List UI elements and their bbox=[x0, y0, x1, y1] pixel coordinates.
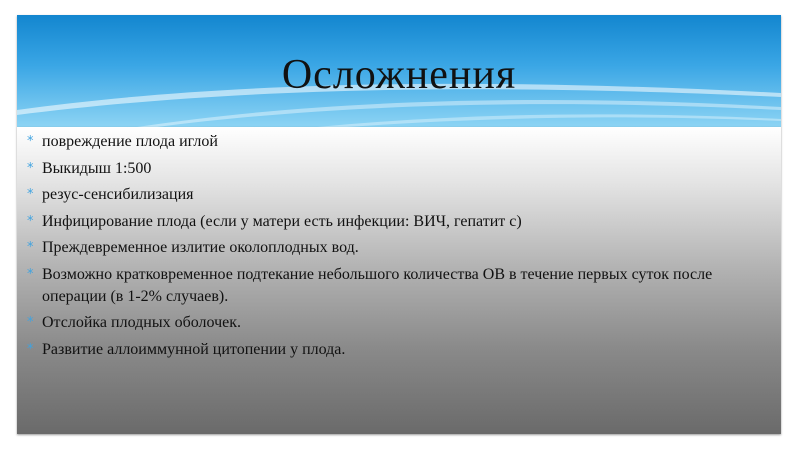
asterisk-icon: * bbox=[27, 160, 34, 176]
asterisk-icon: * bbox=[27, 134, 34, 149]
list-item-text: Возможно кратковременное подтекание небольшого количества ОВ в течение первых суток после операции (в 1-2% случаев). bbox=[42, 265, 713, 305]
list-item-text: Выкидыш 1:500 bbox=[42, 159, 152, 177]
list-item bbox=[27, 211, 777, 233]
list-item bbox=[27, 237, 777, 259]
list-item-text: Отслойка плодных оболочек. bbox=[42, 314, 241, 331]
list-item bbox=[27, 131, 777, 153]
asterisk-icon: * bbox=[27, 187, 34, 202]
bullet-list bbox=[27, 131, 777, 365]
asterisk-icon: * bbox=[27, 213, 34, 229]
content-panel bbox=[17, 127, 781, 434]
list-item-text: резус-сенсибилизация bbox=[42, 186, 194, 203]
title-panel bbox=[17, 15, 781, 127]
asterisk-icon: * bbox=[27, 315, 34, 330]
list-item bbox=[27, 158, 777, 180]
list-item-text: Преждевременное излитие околоплодных вод. bbox=[42, 239, 359, 256]
list-item bbox=[27, 312, 777, 334]
list-item bbox=[27, 339, 777, 361]
list-item-text: повреждение плода иглой bbox=[42, 133, 218, 150]
asterisk-icon: * bbox=[27, 341, 34, 357]
asterisk-icon: * bbox=[27, 240, 34, 255]
asterisk-icon: * bbox=[27, 266, 34, 282]
slide-title: Осложнения bbox=[281, 52, 517, 98]
list-item bbox=[27, 264, 777, 308]
list-item-text: Развитие аллоиммунной цитопении у плода. bbox=[42, 340, 346, 358]
list-item-text: Инфицирование плода (если у матери есть инфекции: ВИЧ, гепатит с) bbox=[42, 212, 522, 230]
list-item bbox=[27, 184, 777, 206]
